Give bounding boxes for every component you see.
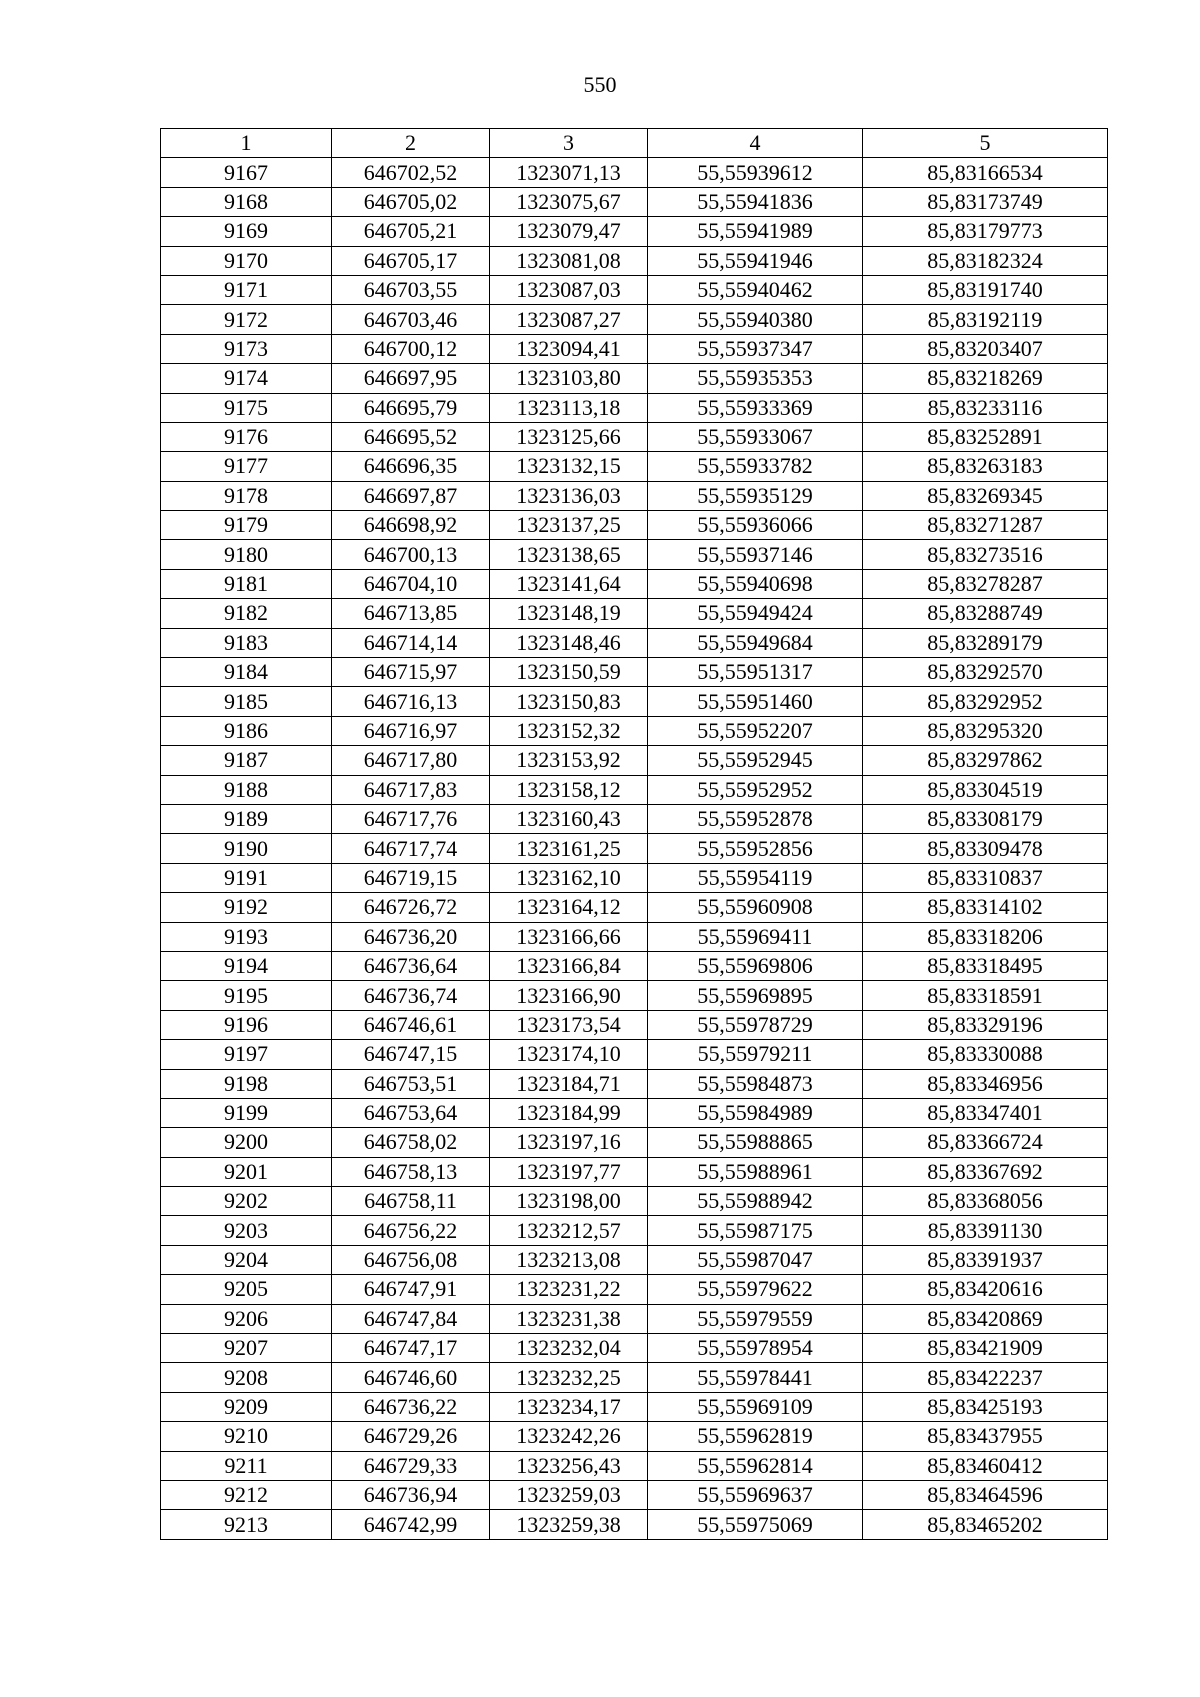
x-coordinate-cell: 646719,15 <box>332 863 490 892</box>
x-coordinate-cell: 646716,97 <box>332 716 490 745</box>
latitude-cell: 55,55962814 <box>648 1451 863 1480</box>
longitude-cell: 85,83166534 <box>863 158 1108 187</box>
x-coordinate-cell: 646695,79 <box>332 393 490 422</box>
table-row <box>161 305 1108 334</box>
y-coordinate-cell: 1323197,77 <box>490 1157 648 1186</box>
point-number-cell: 9189 <box>161 804 332 833</box>
x-coordinate-cell: 646726,72 <box>332 893 490 922</box>
latitude-cell: 55,55978954 <box>648 1334 863 1363</box>
latitude-cell: 55,55952856 <box>648 834 863 863</box>
x-coordinate-cell: 646703,55 <box>332 275 490 304</box>
x-coordinate-cell: 646697,87 <box>332 481 490 510</box>
point-number-cell: 9203 <box>161 1216 332 1245</box>
y-coordinate-cell: 1323148,19 <box>490 599 648 628</box>
longitude-cell: 85,83465202 <box>863 1510 1108 1539</box>
point-number-cell: 9186 <box>161 716 332 745</box>
point-number-cell: 9199 <box>161 1098 332 1127</box>
point-number-cell: 9175 <box>161 393 332 422</box>
latitude-cell: 55,55940698 <box>648 569 863 598</box>
point-number-cell: 9209 <box>161 1392 332 1421</box>
longitude-cell: 85,83289179 <box>863 628 1108 657</box>
latitude-cell: 55,55969895 <box>648 981 863 1010</box>
x-coordinate-cell: 646705,21 <box>332 217 490 246</box>
longitude-cell: 85,83278287 <box>863 569 1108 598</box>
y-coordinate-cell: 1323079,47 <box>490 217 648 246</box>
y-coordinate-cell: 1323094,41 <box>490 334 648 363</box>
latitude-cell: 55,55952945 <box>648 746 863 775</box>
x-coordinate-cell: 646746,60 <box>332 1363 490 1392</box>
longitude-cell: 85,83421909 <box>863 1334 1108 1363</box>
longitude-cell: 85,83314102 <box>863 893 1108 922</box>
table-row <box>161 1275 1108 1304</box>
column-header: 4 <box>648 129 863 158</box>
point-number-cell: 9184 <box>161 658 332 687</box>
point-number-cell: 9194 <box>161 951 332 980</box>
latitude-cell: 55,55975069 <box>648 1510 863 1539</box>
table-row <box>161 1480 1108 1509</box>
longitude-cell: 85,83366724 <box>863 1128 1108 1157</box>
longitude-cell: 85,83425193 <box>863 1392 1108 1421</box>
x-coordinate-cell: 646747,91 <box>332 1275 490 1304</box>
table-row <box>161 1304 1108 1333</box>
x-coordinate-cell: 646702,52 <box>332 158 490 187</box>
x-coordinate-cell: 646736,64 <box>332 951 490 980</box>
table-row <box>161 981 1108 1010</box>
x-coordinate-cell: 646698,92 <box>332 511 490 540</box>
point-number-cell: 9202 <box>161 1187 332 1216</box>
y-coordinate-cell: 1323164,12 <box>490 893 648 922</box>
y-coordinate-cell: 1323166,84 <box>490 951 648 980</box>
point-number-cell: 9188 <box>161 775 332 804</box>
point-number-cell: 9179 <box>161 511 332 540</box>
point-number-cell: 9207 <box>161 1334 332 1363</box>
x-coordinate-cell: 646736,94 <box>332 1480 490 1509</box>
latitude-cell: 55,55949684 <box>648 628 863 657</box>
point-number-cell: 9187 <box>161 746 332 775</box>
table-row <box>161 364 1108 393</box>
table-row <box>161 687 1108 716</box>
x-coordinate-cell: 646703,46 <box>332 305 490 334</box>
y-coordinate-cell: 1323197,16 <box>490 1128 648 1157</box>
x-coordinate-cell: 646695,52 <box>332 422 490 451</box>
point-number-cell: 9178 <box>161 481 332 510</box>
point-number-cell: 9206 <box>161 1304 332 1333</box>
longitude-cell: 85,83182324 <box>863 246 1108 275</box>
latitude-cell: 55,55937146 <box>648 540 863 569</box>
point-number-cell: 9196 <box>161 1010 332 1039</box>
y-coordinate-cell: 1323081,08 <box>490 246 648 275</box>
x-coordinate-cell: 646697,95 <box>332 364 490 393</box>
latitude-cell: 55,55952207 <box>648 716 863 745</box>
latitude-cell: 55,55979211 <box>648 1040 863 1069</box>
y-coordinate-cell: 1323136,03 <box>490 481 648 510</box>
point-number-cell: 9212 <box>161 1480 332 1509</box>
column-header: 1 <box>161 129 332 158</box>
x-coordinate-cell: 646736,74 <box>332 981 490 1010</box>
point-number-cell: 9171 <box>161 275 332 304</box>
longitude-cell: 85,83308179 <box>863 804 1108 833</box>
latitude-cell: 55,55952878 <box>648 804 863 833</box>
y-coordinate-cell: 1323232,25 <box>490 1363 648 1392</box>
longitude-cell: 85,83292952 <box>863 687 1108 716</box>
latitude-cell: 55,55933369 <box>648 393 863 422</box>
point-number-cell: 9180 <box>161 540 332 569</box>
longitude-cell: 85,83464596 <box>863 1480 1108 1509</box>
point-number-cell: 9200 <box>161 1128 332 1157</box>
y-coordinate-cell: 1323153,92 <box>490 746 648 775</box>
x-coordinate-cell: 646758,02 <box>332 1128 490 1157</box>
longitude-cell: 85,83292570 <box>863 658 1108 687</box>
y-coordinate-cell: 1323160,43 <box>490 804 648 833</box>
x-coordinate-cell: 646746,61 <box>332 1010 490 1039</box>
table-row <box>161 334 1108 363</box>
latitude-cell: 55,55937347 <box>648 334 863 363</box>
longitude-cell: 85,83309478 <box>863 834 1108 863</box>
table-row <box>161 1157 1108 1186</box>
latitude-cell: 55,55940462 <box>648 275 863 304</box>
point-number-cell: 9170 <box>161 246 332 275</box>
latitude-cell: 55,55960908 <box>648 893 863 922</box>
longitude-cell: 85,83297862 <box>863 746 1108 775</box>
longitude-cell: 85,83304519 <box>863 775 1108 804</box>
table-row <box>161 1040 1108 1069</box>
longitude-cell: 85,83179773 <box>863 217 1108 246</box>
longitude-cell: 85,83192119 <box>863 305 1108 334</box>
x-coordinate-cell: 646736,22 <box>332 1392 490 1421</box>
y-coordinate-cell: 1323087,27 <box>490 305 648 334</box>
latitude-cell: 55,55952952 <box>648 775 863 804</box>
table-row <box>161 275 1108 304</box>
x-coordinate-cell: 646758,11 <box>332 1187 490 1216</box>
x-coordinate-cell: 646742,99 <box>332 1510 490 1539</box>
longitude-cell: 85,83420869 <box>863 1304 1108 1333</box>
x-coordinate-cell: 646713,85 <box>332 599 490 628</box>
latitude-cell: 55,55936066 <box>648 511 863 540</box>
latitude-cell: 55,55935353 <box>648 364 863 393</box>
point-number-cell: 9191 <box>161 863 332 892</box>
longitude-cell: 85,83173749 <box>863 187 1108 216</box>
y-coordinate-cell: 1323125,66 <box>490 422 648 451</box>
y-coordinate-cell: 1323259,38 <box>490 1510 648 1539</box>
longitude-cell: 85,83269345 <box>863 481 1108 510</box>
latitude-cell: 55,55941836 <box>648 187 863 216</box>
x-coordinate-cell: 646747,17 <box>332 1334 490 1363</box>
x-coordinate-cell: 646715,97 <box>332 658 490 687</box>
table-row <box>161 628 1108 657</box>
longitude-cell: 85,83318206 <box>863 922 1108 951</box>
latitude-cell: 55,55940380 <box>648 305 863 334</box>
longitude-cell: 85,83273516 <box>863 540 1108 569</box>
point-number-cell: 9167 <box>161 158 332 187</box>
x-coordinate-cell: 646758,13 <box>332 1157 490 1186</box>
longitude-cell: 85,83437955 <box>863 1422 1108 1451</box>
latitude-cell: 55,55978729 <box>648 1010 863 1039</box>
longitude-cell: 85,83263183 <box>863 452 1108 481</box>
longitude-cell: 85,83203407 <box>863 334 1108 363</box>
x-coordinate-cell: 646717,80 <box>332 746 490 775</box>
point-number-cell: 9211 <box>161 1451 332 1480</box>
latitude-cell: 55,55933782 <box>648 452 863 481</box>
latitude-cell: 55,55941989 <box>648 217 863 246</box>
y-coordinate-cell: 1323075,67 <box>490 187 648 216</box>
x-coordinate-cell: 646747,84 <box>332 1304 490 1333</box>
latitude-cell: 55,55979559 <box>648 1304 863 1333</box>
point-number-cell: 9183 <box>161 628 332 657</box>
x-coordinate-cell: 646753,51 <box>332 1069 490 1098</box>
table-header-row <box>161 129 1108 158</box>
table-row <box>161 1069 1108 1098</box>
y-coordinate-cell: 1323162,10 <box>490 863 648 892</box>
point-number-cell: 9205 <box>161 1275 332 1304</box>
x-coordinate-cell: 646716,13 <box>332 687 490 716</box>
x-coordinate-cell: 646705,02 <box>332 187 490 216</box>
point-number-cell: 9193 <box>161 922 332 951</box>
longitude-cell: 85,83310837 <box>863 863 1108 892</box>
longitude-cell: 85,83391937 <box>863 1245 1108 1274</box>
y-coordinate-cell: 1323184,71 <box>490 1069 648 1098</box>
y-coordinate-cell: 1323071,13 <box>490 158 648 187</box>
y-coordinate-cell: 1323212,57 <box>490 1216 648 1245</box>
table-row <box>161 158 1108 187</box>
point-number-cell: 9213 <box>161 1510 332 1539</box>
x-coordinate-cell: 646700,12 <box>332 334 490 363</box>
x-coordinate-cell: 646717,74 <box>332 834 490 863</box>
table-row <box>161 540 1108 569</box>
x-coordinate-cell: 646700,13 <box>332 540 490 569</box>
latitude-cell: 55,55988865 <box>648 1128 863 1157</box>
x-coordinate-cell: 646717,83 <box>332 775 490 804</box>
table-row <box>161 1451 1108 1480</box>
longitude-cell: 85,83271287 <box>863 511 1108 540</box>
table-row <box>161 452 1108 481</box>
longitude-cell: 85,83252891 <box>863 422 1108 451</box>
point-number-cell: 9195 <box>161 981 332 1010</box>
table-row <box>161 951 1108 980</box>
longitude-cell: 85,83420616 <box>863 1275 1108 1304</box>
point-number-cell: 9190 <box>161 834 332 863</box>
y-coordinate-cell: 1323161,25 <box>490 834 648 863</box>
point-number-cell: 9210 <box>161 1422 332 1451</box>
y-coordinate-cell: 1323231,22 <box>490 1275 648 1304</box>
y-coordinate-cell: 1323138,65 <box>490 540 648 569</box>
longitude-cell: 85,83460412 <box>863 1451 1108 1480</box>
longitude-cell: 85,83233116 <box>863 393 1108 422</box>
latitude-cell: 55,55969806 <box>648 951 863 980</box>
point-number-cell: 9204 <box>161 1245 332 1274</box>
longitude-cell: 85,83295320 <box>863 716 1108 745</box>
table-row <box>161 217 1108 246</box>
point-number-cell: 9172 <box>161 305 332 334</box>
table-row <box>161 1334 1108 1363</box>
latitude-cell: 55,55987047 <box>648 1245 863 1274</box>
point-number-cell: 9169 <box>161 217 332 246</box>
x-coordinate-cell: 646729,26 <box>332 1422 490 1451</box>
latitude-cell: 55,55962819 <box>648 1422 863 1451</box>
y-coordinate-cell: 1323150,59 <box>490 658 648 687</box>
y-coordinate-cell: 1323103,80 <box>490 364 648 393</box>
y-coordinate-cell: 1323148,46 <box>490 628 648 657</box>
point-number-cell: 9182 <box>161 599 332 628</box>
y-coordinate-cell: 1323231,38 <box>490 1304 648 1333</box>
coordinates-table <box>160 128 1108 1540</box>
table-row <box>161 1392 1108 1421</box>
latitude-cell: 55,55969411 <box>648 922 863 951</box>
latitude-cell: 55,55941946 <box>648 246 863 275</box>
y-coordinate-cell: 1323166,66 <box>490 922 648 951</box>
table-row <box>161 922 1108 951</box>
point-number-cell: 9208 <box>161 1363 332 1392</box>
y-coordinate-cell: 1323242,26 <box>490 1422 648 1451</box>
table-row <box>161 569 1108 598</box>
latitude-cell: 55,55949424 <box>648 599 863 628</box>
longitude-cell: 85,83346956 <box>863 1069 1108 1098</box>
table-row <box>161 863 1108 892</box>
x-coordinate-cell: 646736,20 <box>332 922 490 951</box>
point-number-cell: 9177 <box>161 452 332 481</box>
latitude-cell: 55,55935129 <box>648 481 863 510</box>
latitude-cell: 55,55951460 <box>648 687 863 716</box>
point-number-cell: 9201 <box>161 1157 332 1186</box>
y-coordinate-cell: 1323150,83 <box>490 687 648 716</box>
y-coordinate-cell: 1323232,04 <box>490 1334 648 1363</box>
table-row <box>161 1422 1108 1451</box>
x-coordinate-cell: 646705,17 <box>332 246 490 275</box>
table-row <box>161 246 1108 275</box>
longitude-cell: 85,83218269 <box>863 364 1108 393</box>
table-row <box>161 1245 1108 1274</box>
latitude-cell: 55,55969109 <box>648 1392 863 1421</box>
table-body <box>161 158 1108 1539</box>
y-coordinate-cell: 1323166,90 <box>490 981 648 1010</box>
x-coordinate-cell: 646753,64 <box>332 1098 490 1127</box>
longitude-cell: 85,83318495 <box>863 951 1108 980</box>
latitude-cell: 55,55933067 <box>648 422 863 451</box>
table-row <box>161 834 1108 863</box>
x-coordinate-cell: 646756,22 <box>332 1216 490 1245</box>
table-row <box>161 187 1108 216</box>
y-coordinate-cell: 1323259,03 <box>490 1480 648 1509</box>
table-row <box>161 393 1108 422</box>
x-coordinate-cell: 646729,33 <box>332 1451 490 1480</box>
latitude-cell: 55,55939612 <box>648 158 863 187</box>
point-number-cell: 9192 <box>161 893 332 922</box>
table-row <box>161 775 1108 804</box>
y-coordinate-cell: 1323113,18 <box>490 393 648 422</box>
y-coordinate-cell: 1323173,54 <box>490 1010 648 1039</box>
table-row <box>161 1363 1108 1392</box>
point-number-cell: 9198 <box>161 1069 332 1098</box>
y-coordinate-cell: 1323141,64 <box>490 569 648 598</box>
x-coordinate-cell: 646756,08 <box>332 1245 490 1274</box>
table-row <box>161 804 1108 833</box>
x-coordinate-cell: 646696,35 <box>332 452 490 481</box>
latitude-cell: 55,55979622 <box>648 1275 863 1304</box>
x-coordinate-cell: 646704,10 <box>332 569 490 598</box>
table-row <box>161 511 1108 540</box>
table-row <box>161 1216 1108 1245</box>
table-row <box>161 481 1108 510</box>
table-row <box>161 1010 1108 1039</box>
table-row <box>161 658 1108 687</box>
point-number-cell: 9173 <box>161 334 332 363</box>
longitude-cell: 85,83422237 <box>863 1363 1108 1392</box>
longitude-cell: 85,83391130 <box>863 1216 1108 1245</box>
latitude-cell: 55,55969637 <box>648 1480 863 1509</box>
table-row <box>161 746 1108 775</box>
x-coordinate-cell: 646714,14 <box>332 628 490 657</box>
longitude-cell: 85,83318591 <box>863 981 1108 1010</box>
latitude-cell: 55,55987175 <box>648 1216 863 1245</box>
table-row <box>161 1098 1108 1127</box>
y-coordinate-cell: 1323198,00 <box>490 1187 648 1216</box>
point-number-cell: 9181 <box>161 569 332 598</box>
y-coordinate-cell: 1323152,32 <box>490 716 648 745</box>
latitude-cell: 55,55984873 <box>648 1069 863 1098</box>
column-header: 2 <box>332 129 490 158</box>
x-coordinate-cell: 646717,76 <box>332 804 490 833</box>
point-number-cell: 9174 <box>161 364 332 393</box>
longitude-cell: 85,83329196 <box>863 1010 1108 1039</box>
latitude-cell: 55,55988942 <box>648 1187 863 1216</box>
column-header: 3 <box>490 129 648 158</box>
point-number-cell: 9168 <box>161 187 332 216</box>
latitude-cell: 55,55954119 <box>648 863 863 892</box>
longitude-cell: 85,83330088 <box>863 1040 1108 1069</box>
table-row <box>161 1128 1108 1157</box>
column-header: 5 <box>863 129 1108 158</box>
table-row <box>161 716 1108 745</box>
y-coordinate-cell: 1323158,12 <box>490 775 648 804</box>
latitude-cell: 55,55978441 <box>648 1363 863 1392</box>
y-coordinate-cell: 1323087,03 <box>490 275 648 304</box>
y-coordinate-cell: 1323132,15 <box>490 452 648 481</box>
longitude-cell: 85,83191740 <box>863 275 1108 304</box>
table-row <box>161 1510 1108 1539</box>
y-coordinate-cell: 1323256,43 <box>490 1451 648 1480</box>
latitude-cell: 55,55988961 <box>648 1157 863 1186</box>
longitude-cell: 85,83347401 <box>863 1098 1108 1127</box>
latitude-cell: 55,55951317 <box>648 658 863 687</box>
x-coordinate-cell: 646747,15 <box>332 1040 490 1069</box>
table-row <box>161 599 1108 628</box>
y-coordinate-cell: 1323234,17 <box>490 1392 648 1421</box>
point-number-cell: 9197 <box>161 1040 332 1069</box>
table-row <box>161 1187 1108 1216</box>
page-number: 550 <box>583 72 617 97</box>
table-row <box>161 422 1108 451</box>
point-number-cell: 9176 <box>161 422 332 451</box>
y-coordinate-cell: 1323137,25 <box>490 511 648 540</box>
longitude-cell: 85,83368056 <box>863 1187 1108 1216</box>
longitude-cell: 85,83288749 <box>863 599 1108 628</box>
point-number-cell: 9185 <box>161 687 332 716</box>
y-coordinate-cell: 1323213,08 <box>490 1245 648 1274</box>
y-coordinate-cell: 1323174,10 <box>490 1040 648 1069</box>
latitude-cell: 55,55984989 <box>648 1098 863 1127</box>
longitude-cell: 85,83367692 <box>863 1157 1108 1186</box>
y-coordinate-cell: 1323184,99 <box>490 1098 648 1127</box>
table-row <box>161 893 1108 922</box>
